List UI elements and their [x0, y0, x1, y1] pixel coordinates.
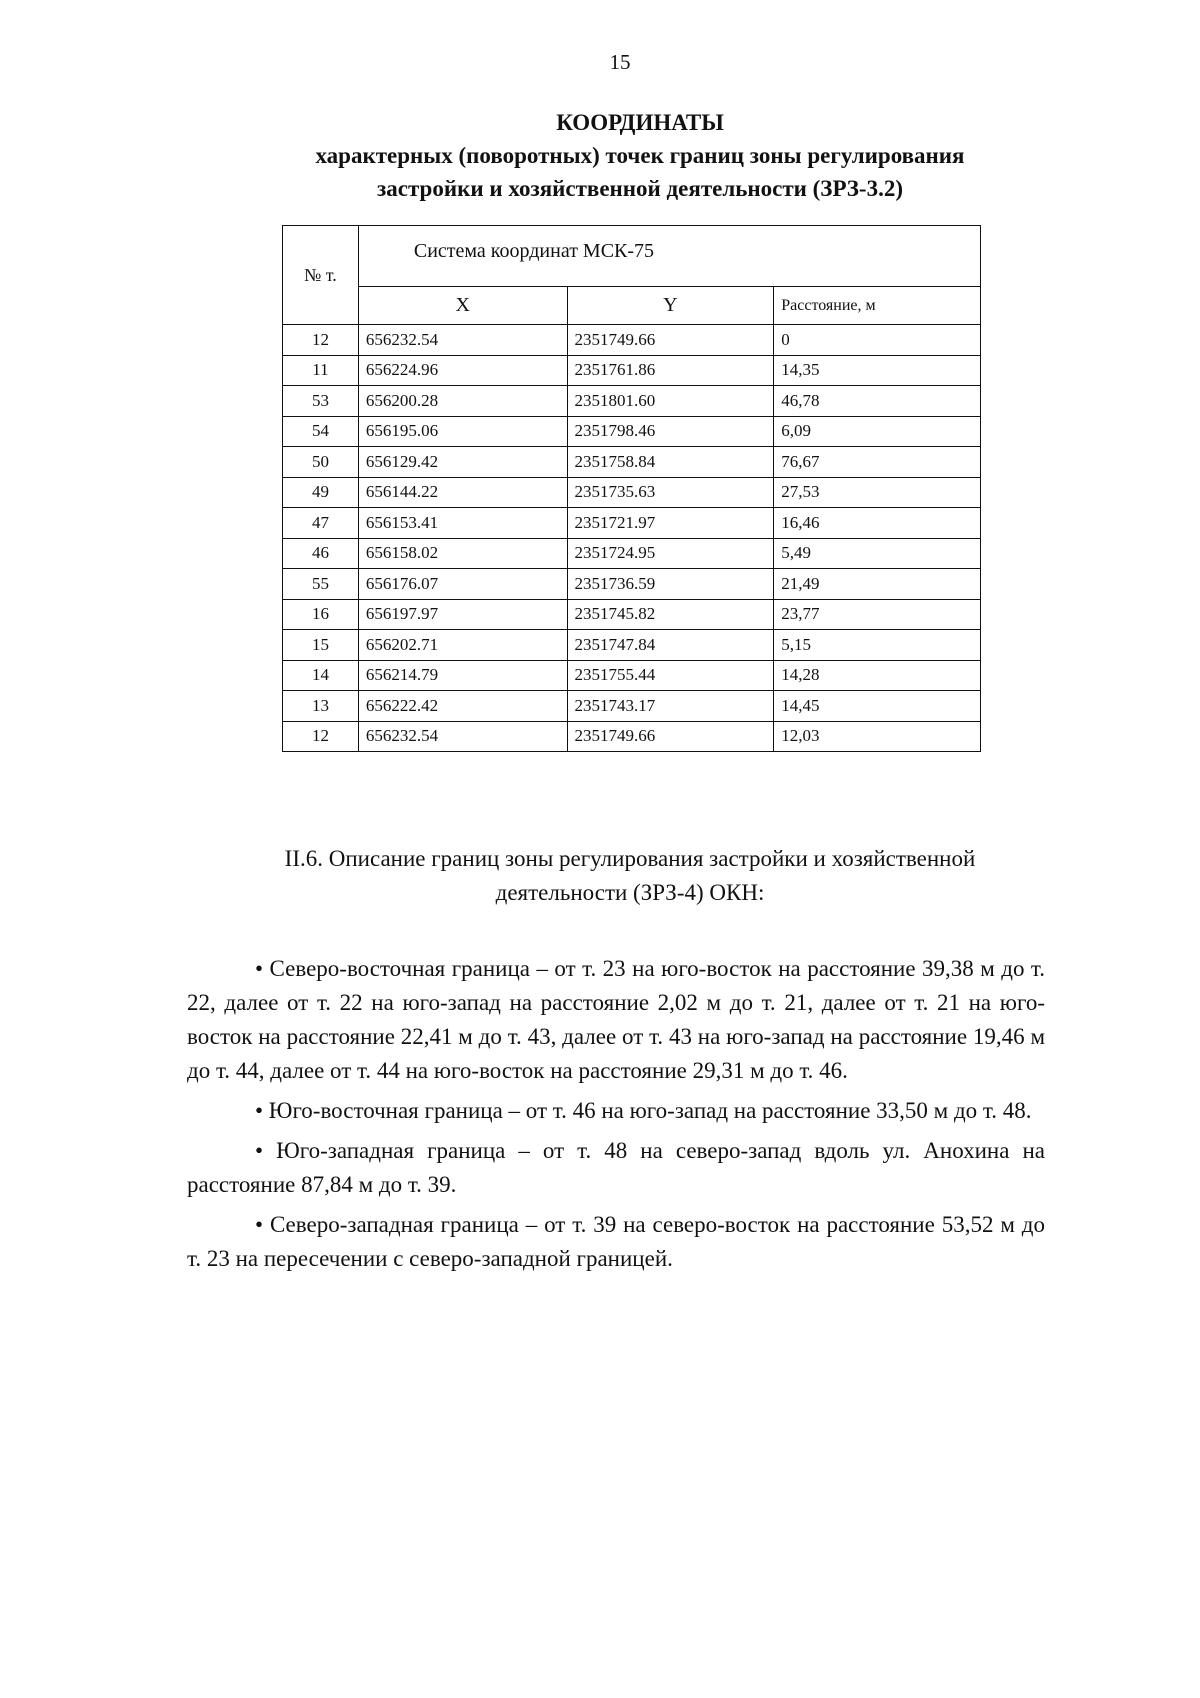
cell-distance: 12,03 [774, 721, 981, 752]
cell-distance: 27,53 [774, 477, 981, 508]
cell-distance: 14,45 [774, 691, 981, 722]
cell-point-number: 54 [283, 416, 359, 447]
paragraph-northeast: • Северо-восточная граница – от т. 23 на юго-восток на расстояние 39,38 м до т. 22, далее от т. 22 на юго-запад на расстояние 2,02 м до т. 21, далее от т. 21 на юго-восток на расстояние 22,41 м до т. 43, далее от т. 43 на юго-запад на расстояние 19,46 м до т. 44, далее от т. 44 на юго-восток на расстояние 29,31 м до т. 46. [187, 956, 1045, 1083]
cell-point-number: 47 [283, 508, 359, 539]
cell-point-number: 55 [283, 569, 359, 600]
table-row [283, 447, 981, 478]
cell-y: 2351747.84 [567, 630, 774, 661]
title-line-2: характерных (поворотных) точек границ зоны регулирования [315, 143, 965, 168]
cell-distance: 46,78 [774, 386, 981, 417]
cell-distance: 5,15 [774, 630, 981, 661]
paragraph-southwest: • Юго-западная граница – от т. 48 на северо-запад вдоль ул. Анохина на расстояние 87,84 м до т. 39. [187, 1138, 1045, 1197]
cell-x: 656222.42 [358, 691, 567, 722]
cell-x: 656197.97 [358, 599, 567, 630]
section-heading-line-2: деятельности (ЗРЗ-4) ОКН: [495, 880, 765, 905]
cell-y: 2351749.66 [567, 325, 774, 356]
cell-y: 2351761.86 [567, 355, 774, 386]
cell-x: 656144.22 [358, 477, 567, 508]
table-row [283, 569, 981, 600]
cell-y: 2351724.95 [567, 538, 774, 569]
cell-point-number: 49 [283, 477, 359, 508]
cell-x: 656176.07 [358, 569, 567, 600]
cell-point-number: 15 [283, 630, 359, 661]
page-title [230, 106, 1050, 205]
cell-y: 2351758.84 [567, 447, 774, 478]
cell-y: 2351801.60 [567, 386, 774, 417]
cell-x: 656158.02 [358, 538, 567, 569]
cell-x: 656214.79 [358, 660, 567, 691]
cell-point-number: 11 [283, 355, 359, 386]
cell-x: 656232.54 [358, 721, 567, 752]
table-row [283, 355, 981, 386]
cell-distance: 16,46 [774, 508, 981, 539]
table-row [283, 538, 981, 569]
cell-y: 2351736.59 [567, 569, 774, 600]
section-heading [230, 842, 1030, 910]
cell-y: 2351745.82 [567, 599, 774, 630]
cell-distance: 21,49 [774, 569, 981, 600]
table-row [283, 508, 981, 539]
paragraph-northwest: • Северо-западная граница – от т. 39 на северо-восток на расстояние 53,52 м до т. 23 на пересечении с северо-западной границей. [187, 1212, 1045, 1271]
table-row [283, 630, 981, 661]
cell-distance: 76,67 [774, 447, 981, 478]
boundary-description [187, 952, 1045, 1282]
cell-point-number: 13 [283, 691, 359, 722]
cell-distance: 6,09 [774, 416, 981, 447]
cell-distance: 5,49 [774, 538, 981, 569]
cell-x: 656224.96 [358, 355, 567, 386]
cell-point-number: 46 [283, 538, 359, 569]
cell-y: 2351743.17 [567, 691, 774, 722]
cell-x: 656200.28 [358, 386, 567, 417]
header-point-number: № т. [283, 226, 359, 325]
header-distance: Расстояние, м [774, 287, 981, 325]
cell-distance: 14,35 [774, 355, 981, 386]
cell-point-number: 12 [283, 325, 359, 356]
header-y: Y [567, 287, 774, 325]
title-line-3: застройки и хозяйственной деятельности (ЗРЗ-3.2) [377, 176, 903, 201]
cell-x: 656232.54 [358, 325, 567, 356]
cell-point-number: 14 [283, 660, 359, 691]
table-row [283, 386, 981, 417]
cell-y: 2351755.44 [567, 660, 774, 691]
header-coordinate-system: Система координат МСК-75 [358, 226, 980, 287]
cell-x: 656202.71 [358, 630, 567, 661]
table-row [283, 721, 981, 752]
cell-point-number: 53 [283, 386, 359, 417]
cell-x: 656195.06 [358, 416, 567, 447]
paragraph-southeast: • Юго-восточная граница – от т. 46 на юго-запад на расстояние 33,50 м до т. 48. [255, 1098, 1032, 1123]
table-row [283, 691, 981, 722]
table-row [283, 325, 981, 356]
table-row [283, 660, 981, 691]
cell-point-number: 16 [283, 599, 359, 630]
cell-point-number: 12 [283, 721, 359, 752]
cell-x: 656153.41 [358, 508, 567, 539]
cell-point-number: 50 [283, 447, 359, 478]
cell-distance: 14,28 [774, 660, 981, 691]
table-row [283, 416, 981, 447]
page-number: 15 [609, 50, 631, 74]
section-heading-line-1: II.6. Описание границ зоны регулирования застройки и хозяйственной [284, 846, 976, 871]
cell-y: 2351735.63 [567, 477, 774, 508]
cell-distance: 0 [774, 325, 981, 356]
table-row [283, 477, 981, 508]
coordinates-table [282, 225, 981, 752]
table-row [283, 599, 981, 630]
cell-y: 2351721.97 [567, 508, 774, 539]
cell-y: 2351798.46 [567, 416, 774, 447]
cell-distance: 23,77 [774, 599, 981, 630]
cell-x: 656129.42 [358, 447, 567, 478]
header-x: X [358, 287, 567, 325]
title-line-1: КООРДИНАТЫ [556, 110, 724, 135]
cell-y: 2351749.66 [567, 721, 774, 752]
